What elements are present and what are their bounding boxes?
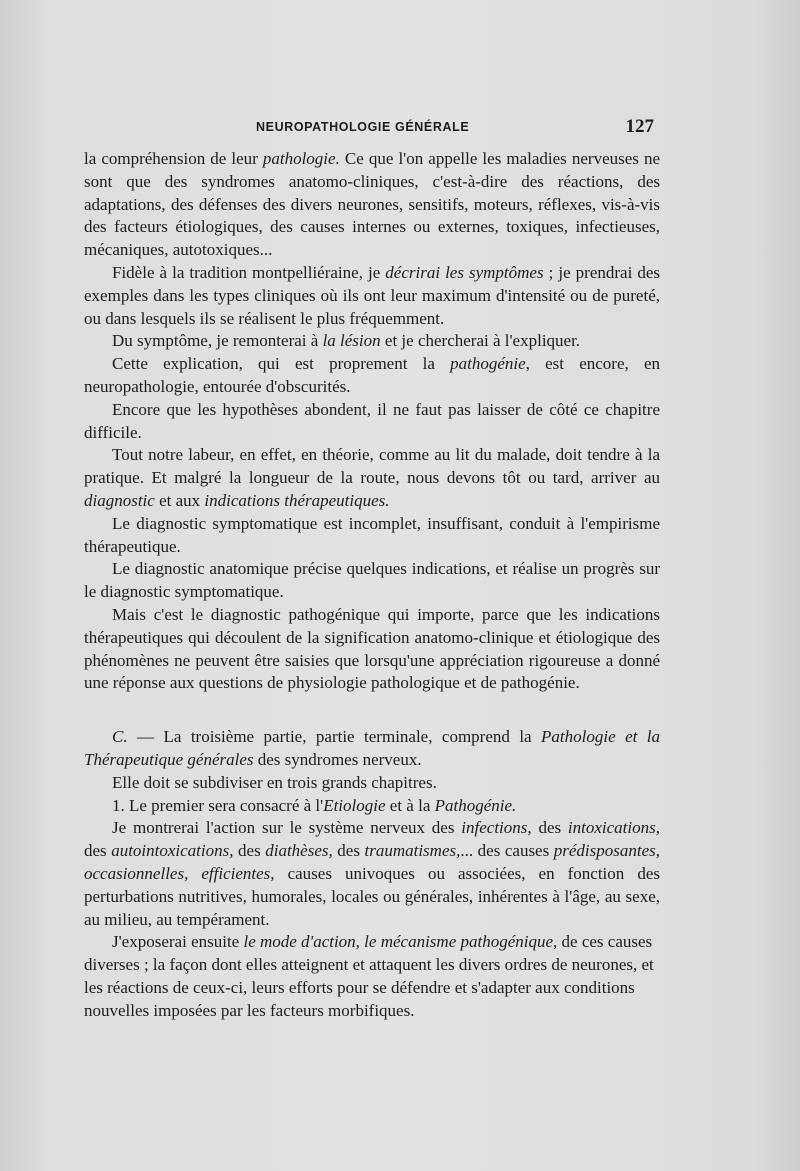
paragraph	[84, 931, 660, 1022]
text-run: des syndromes nerveux.	[253, 749, 422, 769]
italic-text: la lésion	[322, 331, 381, 351]
text-run: ; je prendrai des exemples dans les types cliniques où ils ont leur maximum d'intensité ou de pureté, ou dans lesquels ils se réalisent le plus fréquemment.	[84, 262, 660, 328]
paragraph	[84, 558, 660, 604]
body-text	[84, 148, 660, 1022]
text-run: de ces causes diverses ; la façon dont elles atteignent et attaquent les divers ordres de neurones, et les réactions de ceux-ci, leurs efforts pour se défendre et s'adapter aux conditions nouvelles imposées par les facteurs morbifiques.	[84, 932, 654, 1020]
text-run: Tout notre labeur, en effet, en théorie, comme au lit du malade, doit tendre à la pratique. Et malgré la longueur de la route, nous devons tôt ou tard, arriver au	[84, 445, 660, 488]
paragraph	[84, 817, 660, 931]
text-run: des	[84, 841, 112, 861]
italic-text: pathogénie	[450, 354, 526, 374]
text-run: Le diagnostic anatomique précise quelques indications, et réalise un progrès sur le diagnostic symptomatique.	[84, 559, 660, 602]
text-run: Elle doit se subdiviser en trois grands chapitres.	[112, 772, 437, 792]
text-run: et aux	[154, 490, 205, 510]
paragraph	[84, 353, 660, 399]
paragraph	[84, 604, 660, 695]
italic-text: autointoxications,	[111, 841, 234, 861]
italic-text: C.	[112, 727, 128, 747]
paragraph	[84, 330, 660, 353]
italic-text: Etiologie	[323, 795, 386, 815]
text-run: — La troisième partie, partie terminale, comprend la	[127, 727, 542, 747]
text-run: des	[531, 818, 568, 838]
text-run: et à la	[385, 795, 435, 815]
italic-text: Pathologie et la Thérapeutique générales	[84, 727, 660, 769]
paragraph	[84, 513, 660, 559]
italic-text: pathologie.	[262, 149, 340, 168]
page-header	[84, 118, 660, 142]
italic-text: diagnostic	[84, 490, 155, 510]
text-run: des	[332, 841, 365, 861]
paragraph	[84, 399, 660, 445]
text-run: Ce que l'on appelle les maladies nerveuses ne sont que des syndromes anatomo-cliniques, c'est-à-dire des réactions, des adaptations, des défenses des divers neurones, sensitifs, moteurs, réflexes, vis-à-vis des facteurs étiologiques, des causes internes ou externes, toxiques, infectieuses, mécaniques, autotoxiques...	[84, 149, 660, 260]
italic-text: diathèses,	[265, 841, 333, 861]
text-run: causes univoques ou associées, en fonction des perturbations nutritives, humorales, locales ou générales, inhérentes à l'âge, au sexe, au milieu, au tempérament.	[84, 863, 660, 929]
text-run: Cette explication, qui est proprement la	[112, 354, 451, 374]
text-run: Fidèle à la tradition montpelliéraine, je	[112, 262, 386, 282]
italic-text: prédisposantes, occasionnelles, efficientes,	[84, 841, 660, 883]
italic-text: intoxications,	[567, 818, 660, 838]
paragraph	[84, 726, 660, 772]
paragraph	[84, 795, 660, 818]
text-run: Du symptôme, je remonterai à	[112, 331, 323, 351]
text-run: la compréhension de leur	[84, 149, 263, 168]
running-head: NEUROPATHOLOGIE GÉNÉRALE	[256, 120, 470, 134]
italic-text: décrirai les symptômes	[385, 262, 544, 282]
text-run: Encore que les hypothèses abondent, il ne faut pas laisser de côté ce chapitre difficile.	[84, 399, 660, 442]
text-run: des	[233, 841, 266, 861]
text-run: ... des causes	[460, 841, 554, 861]
text-run: J'exposerai ensuite	[112, 932, 244, 952]
text-run: Le diagnostic symptomatique est incomplet, insuffisant, conduit à l'empirisme thérapeutique.	[84, 513, 660, 556]
text-run: Mais c'est le diagnostic pathogénique qui importe, parce que les indications thérapeutiques qui découlent de la signification anatomo-clinique et étiologique des phénomènes ne peuvent être saisies que lorsqu'une appréciation rigoureuse a donné une réponse aux questions de physiologie pathologique et de pathogénie.	[84, 604, 660, 693]
paragraph	[84, 444, 660, 512]
text-run: et je chercherai à l'expliquer.	[380, 331, 581, 351]
text-run: , est encore, en neuropathologie, entourée d'obscurités.	[84, 354, 660, 396]
text-run: 1. Le premier sera consacré à l'	[112, 795, 324, 815]
paragraph	[84, 262, 660, 330]
paragraph	[84, 772, 660, 795]
text-run: Je montrerai l'action sur le système nerveux des	[112, 818, 462, 838]
paragraph	[84, 148, 660, 262]
italic-text: le mode d'action, le mécanisme pathogénique,	[243, 932, 558, 952]
italic-text: Pathogénie.	[434, 795, 517, 815]
italic-text: infections,	[461, 818, 532, 838]
italic-text: indications thérapeutiques.	[204, 490, 390, 510]
italic-text: traumatismes,	[364, 841, 461, 861]
page-number: 127	[625, 116, 654, 137]
